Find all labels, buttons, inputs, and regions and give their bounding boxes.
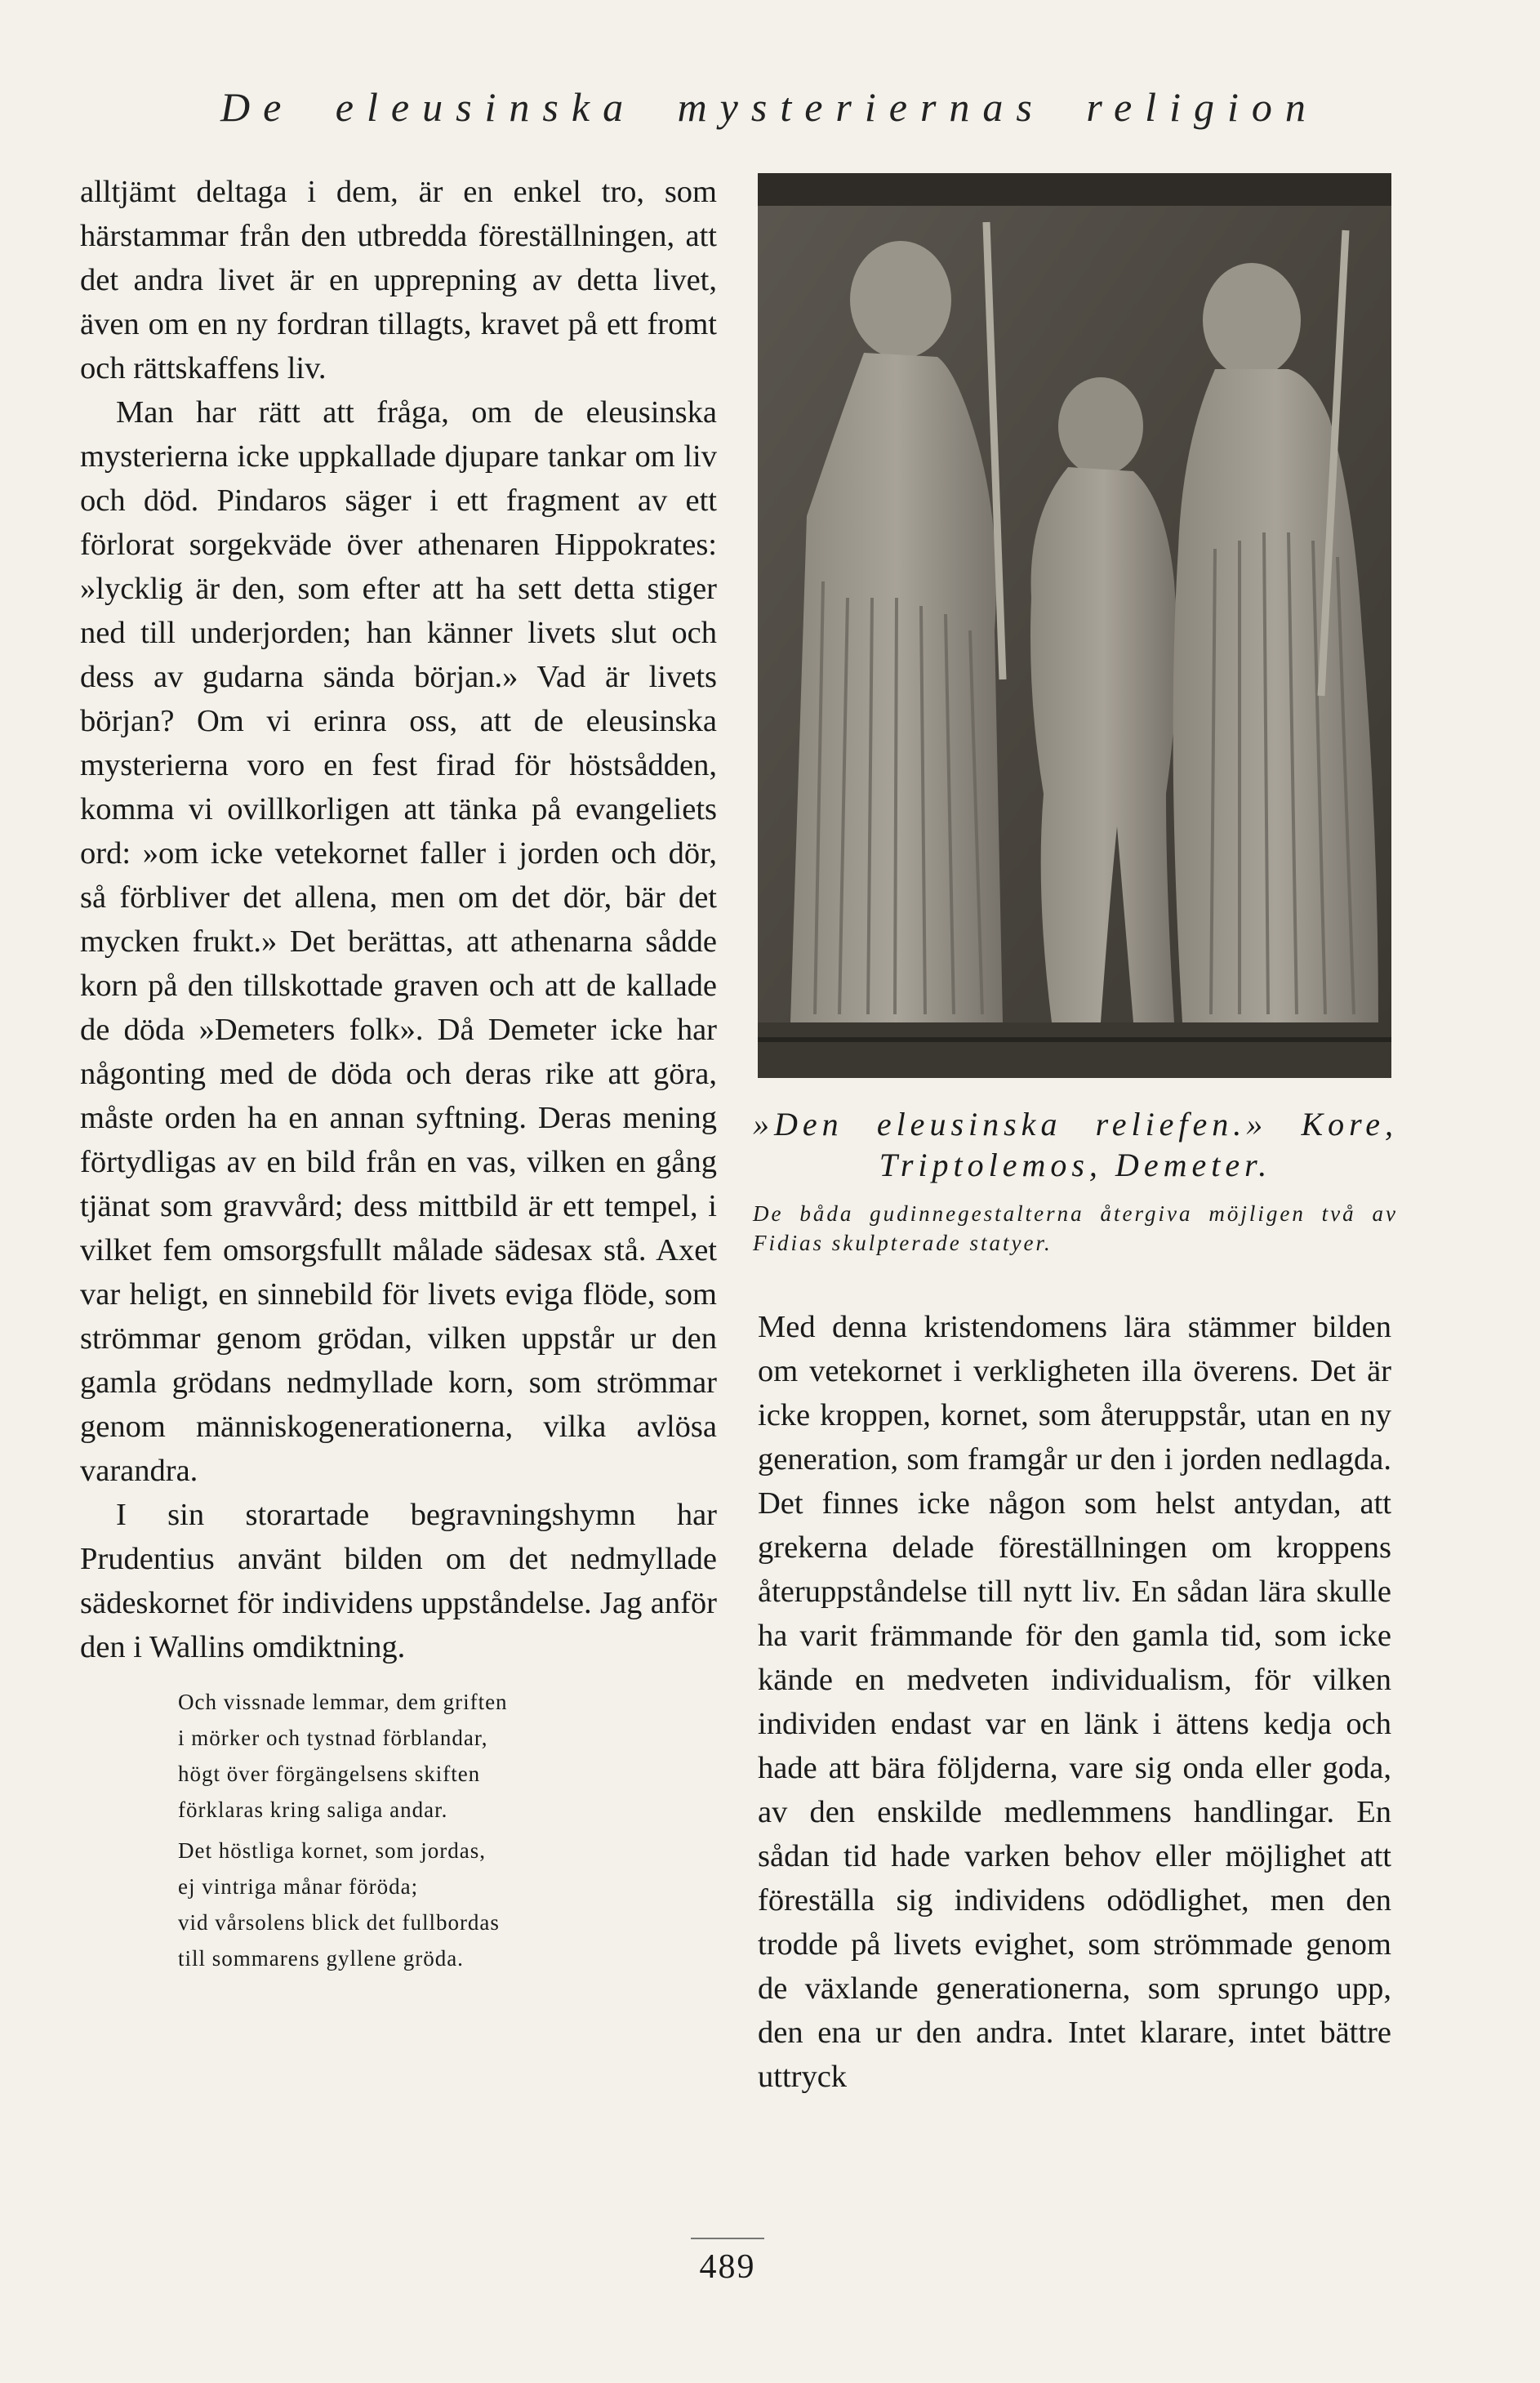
poem-line: ej vintriga månar föröda; [178, 1874, 419, 1899]
paragraph-2: Man har rätt att fråga, om de eleusinska mysterierna icke uppkallade djupare tankar om liv och död. Pindaros säger i ett fragment av ett förlorat sorgekväde över athenaren Hippokrates: »lycklig är den, som efter att ha sett detta stiger ned till underjorden; han känner livets slut och dess av gudarna sända början.» Vad är livets början? Om vi erinra oss, att de eleusinska mysterierna voro en fest firad för höstsådden, komma vi ovillkorligen att tänka på evangeliets ord: »om icke vetekornet faller i jorden och dör, så förbliver det allena, men om det dör, bär det mycken frukt.» Det berättas, att athenarna sådde korn på den tillskottade graven och att de kallade de döda »Demeters folk». Då Demeter icke har någonting med de döda och deras rike att göra, måste orden ha en annan syftning. Deras mening förtydligas av en bild från en vas, vilken en gång tjänat som gravvård; dess mittbild är ett tempel, i vilket fem omsorgsfullt målade sädesax stå. Axet var heligt, en sinnebild för livets eviga flöde, som strömmar genom grödan, vilken uppstår ur den gamla grödans nedmyllade korn, som strömmar genom människogenerationerna, vilka avlösa varandra. [80, 395, 717, 1488]
poem [178, 1684, 717, 1976]
poem-line: Och vissnade lemmar, dem griften [178, 1690, 508, 1714]
poem-line: vid vårsolens blick det fullbordas [178, 1910, 500, 1935]
poem-line: till sommarens gyllene gröda. [178, 1946, 464, 1971]
figure-caption [753, 1104, 1398, 1258]
poem-line: högt över förgängelsens skiften [178, 1762, 481, 1786]
poem-line: i mörker och tystnad förblandar, [178, 1726, 488, 1750]
left-column [80, 170, 717, 1981]
poem-line: förklaras kring saliga andar. [178, 1797, 448, 1822]
caption-title: »Den eleusinska reliefen.» Kore, Triptolemos, Demeter. [753, 1106, 1398, 1183]
caption-subtitle: De båda gudinnegestalterna återgiva möjligen två av Fidias skulpterade statyer. [753, 1201, 1398, 1255]
paragraph-1: alltjämt deltaga i dem, är en enkel tro, som härstammar från den utbredda föreställningen, att det andra livet är en upprepning av detta livet, även om en ny fordran tillagts, kravet på ett fromt och rättskaffens liv. [80, 175, 717, 385]
poem-stanza-1 [178, 1684, 717, 1828]
paragraph-3: I sin storartade begravningshymn har Prudentius använt bilden om det nedmyllade sädeskornet för individens uppståndelse. Jag anför den i Wallins omdiktning. [80, 1498, 717, 1664]
poem-line: Det höstliga kornet, som jordas, [178, 1838, 486, 1863]
running-header: De eleusinska mysteriernas religion [220, 84, 1319, 130]
paragraph-right-1: Med denna kristendomens lära stämmer bilden om vetekornet i verkligheten illa överens. Det är icke kroppen, kornet, som återuppstår, utan en ny generation, som framgår ur den i jorden nedlagda. Det finnes icke någon som helst antydan, att grekerna delade föreställningen om kroppens återuppståndelse till nytt liv. En sådan lära skulle ha varit främmande för den gamla tid, som icke kände en medveten individualism, för vilken individen endast var en länk i ättens kedja och hade att bära följderna, vare sig onda eller goda, av den enskilde medlemmens handlingar. En sådan tid hade varken behov eller möjlighet att föreställa sig individens odödlighet, men den trodde på livets evighet, som strömmade genom de växlande generationerna, som sprungo upp, den ena ur den andra. Intet klarare, intet bättre uttryck [758, 1310, 1391, 2094]
relief-photograph [758, 173, 1391, 1078]
poem-stanza-2 [178, 1833, 717, 1976]
footer-rule [691, 2238, 764, 2239]
page-number: 489 [699, 2248, 756, 2286]
relief-illustration [758, 173, 1391, 1078]
right-column [758, 1305, 1391, 2099]
